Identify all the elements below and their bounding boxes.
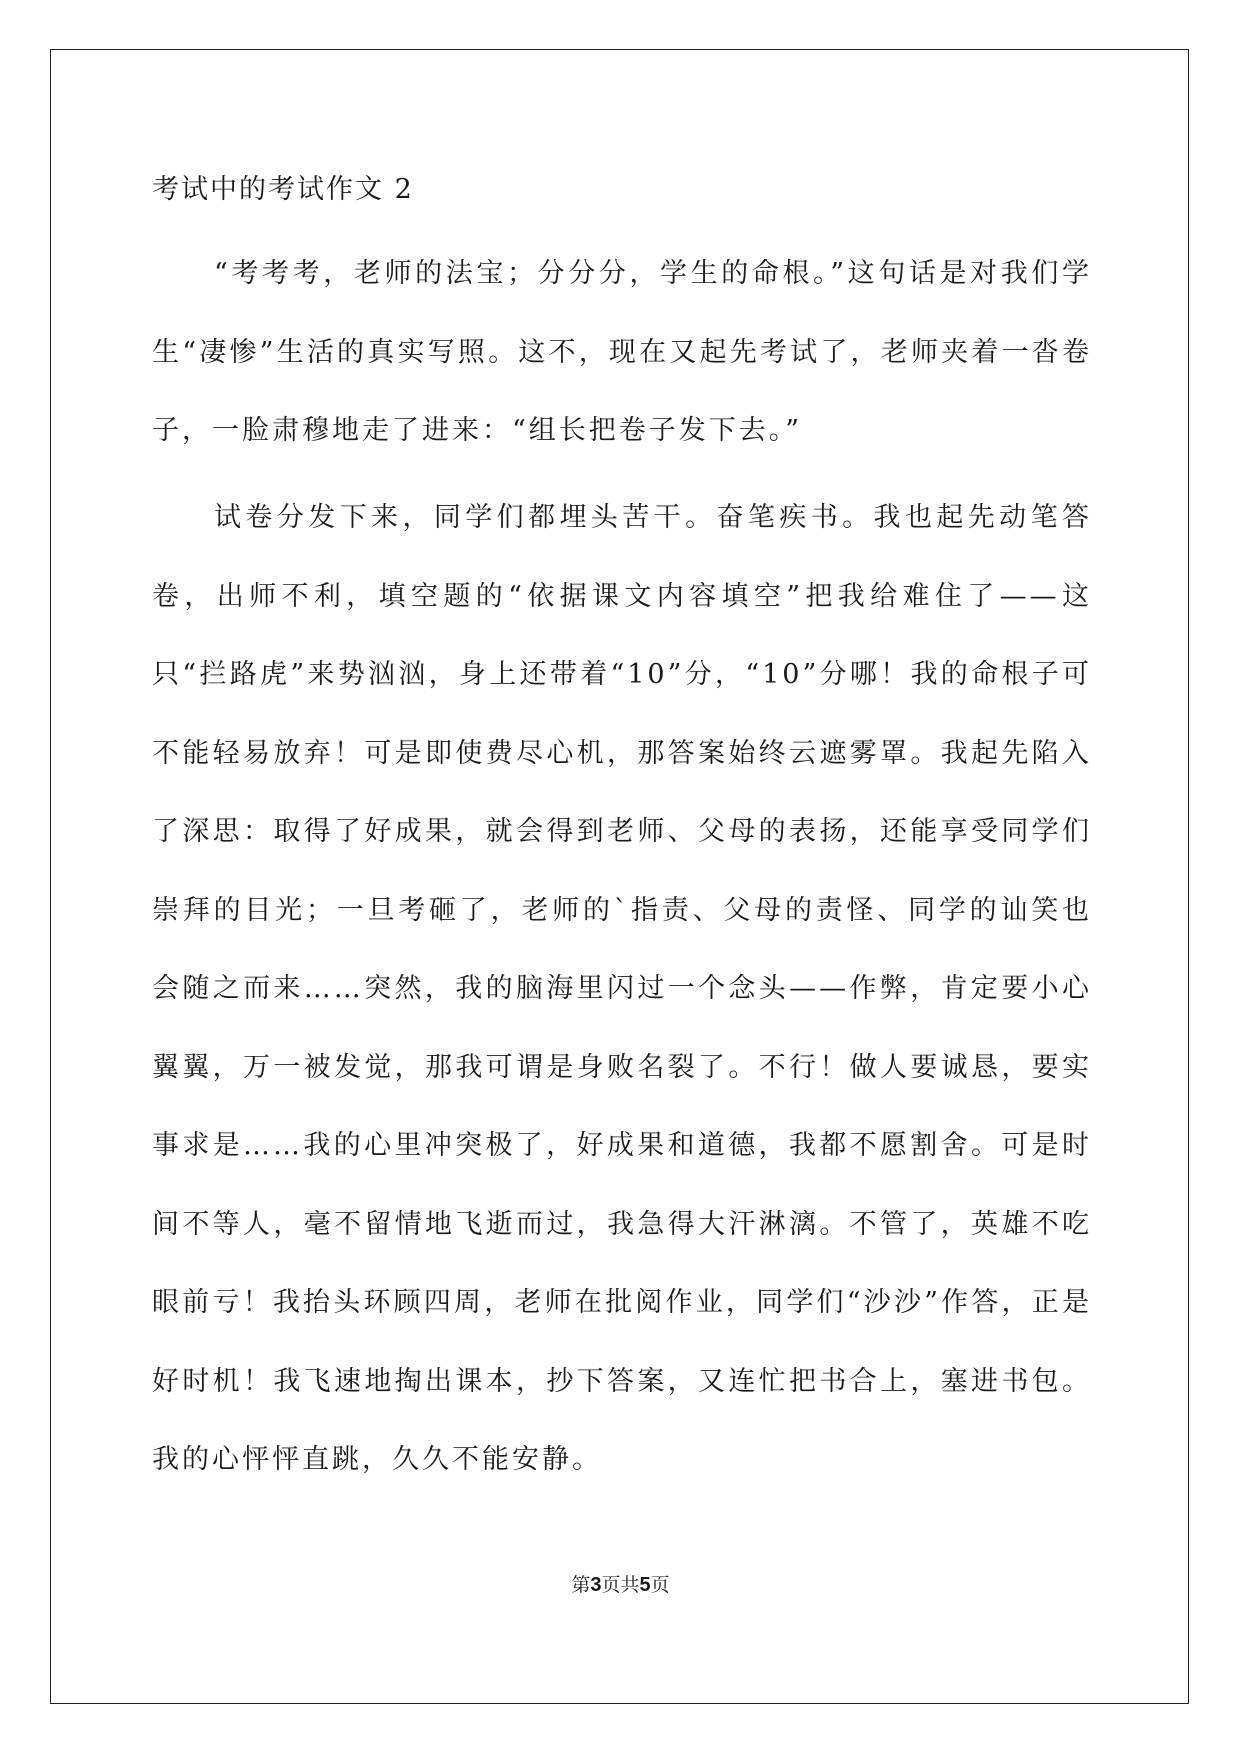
total-pages: 5 (639, 1574, 651, 1596)
page-suffix: 页 (601, 1574, 621, 1596)
document-title: 考试中的考试作文 2 (152, 174, 414, 205)
paragraph-1: “考考考，老师的法宝；分分分，学生的命根。”这句话是对我们学生“凄惨”生活的真实写照。这不，现在又起先考试了，老师夹着一沓卷子，一脸肃穆地走了进来：“组长把卷子发下去。” (152, 258, 1092, 446)
total-prefix: 共 (620, 1574, 640, 1596)
page-number: 3 (590, 1574, 602, 1596)
paragraph-2: 试卷分发下来，同学们都埋头苦干。奋笔疾书。我也起先动笔答卷，出师不利，填空题的“依据课文内容填空”把我给难住了——这只“拦路虎”来势汹汹，身上还带着“10”分，“10”分哪！我的命根子可不能轻易放弃！可是即使费尽心机，那答案始终云遮雾罩。我起先陷入了深思：取得了好成果，就会得到老师、父母的表扬，还能享受同学们崇拜的目光；一旦考砸了，老师的`指责、父母的责怪、同学的讪笑也会随之而来……突然，我的脑海里闪过一个念头——作弊，肯定要小心翼翼，万一被发觉，那我可谓是身败名裂了。不行！做人要诚恳，要实事求是……我的心里冲突极了，好成果和道德，我都不愿割舍。可是时间不等人，毫不留情地飞逝而过，我急得大汗淋漓。不管了，英雄不吃眼前亏！我抬头环顾四周，老师在批阅作业，同学们“沙沙”作答，正是好时机！我飞速地掏出课本，抄下答案，又连忙把书合上，塞进书包。我的心怦怦直跳，久久不能安静。 (152, 502, 1092, 1475)
page-footer (0, 1573, 1241, 1597)
total-suffix: 页 (650, 1574, 670, 1596)
page-prefix: 第 (571, 1574, 591, 1596)
